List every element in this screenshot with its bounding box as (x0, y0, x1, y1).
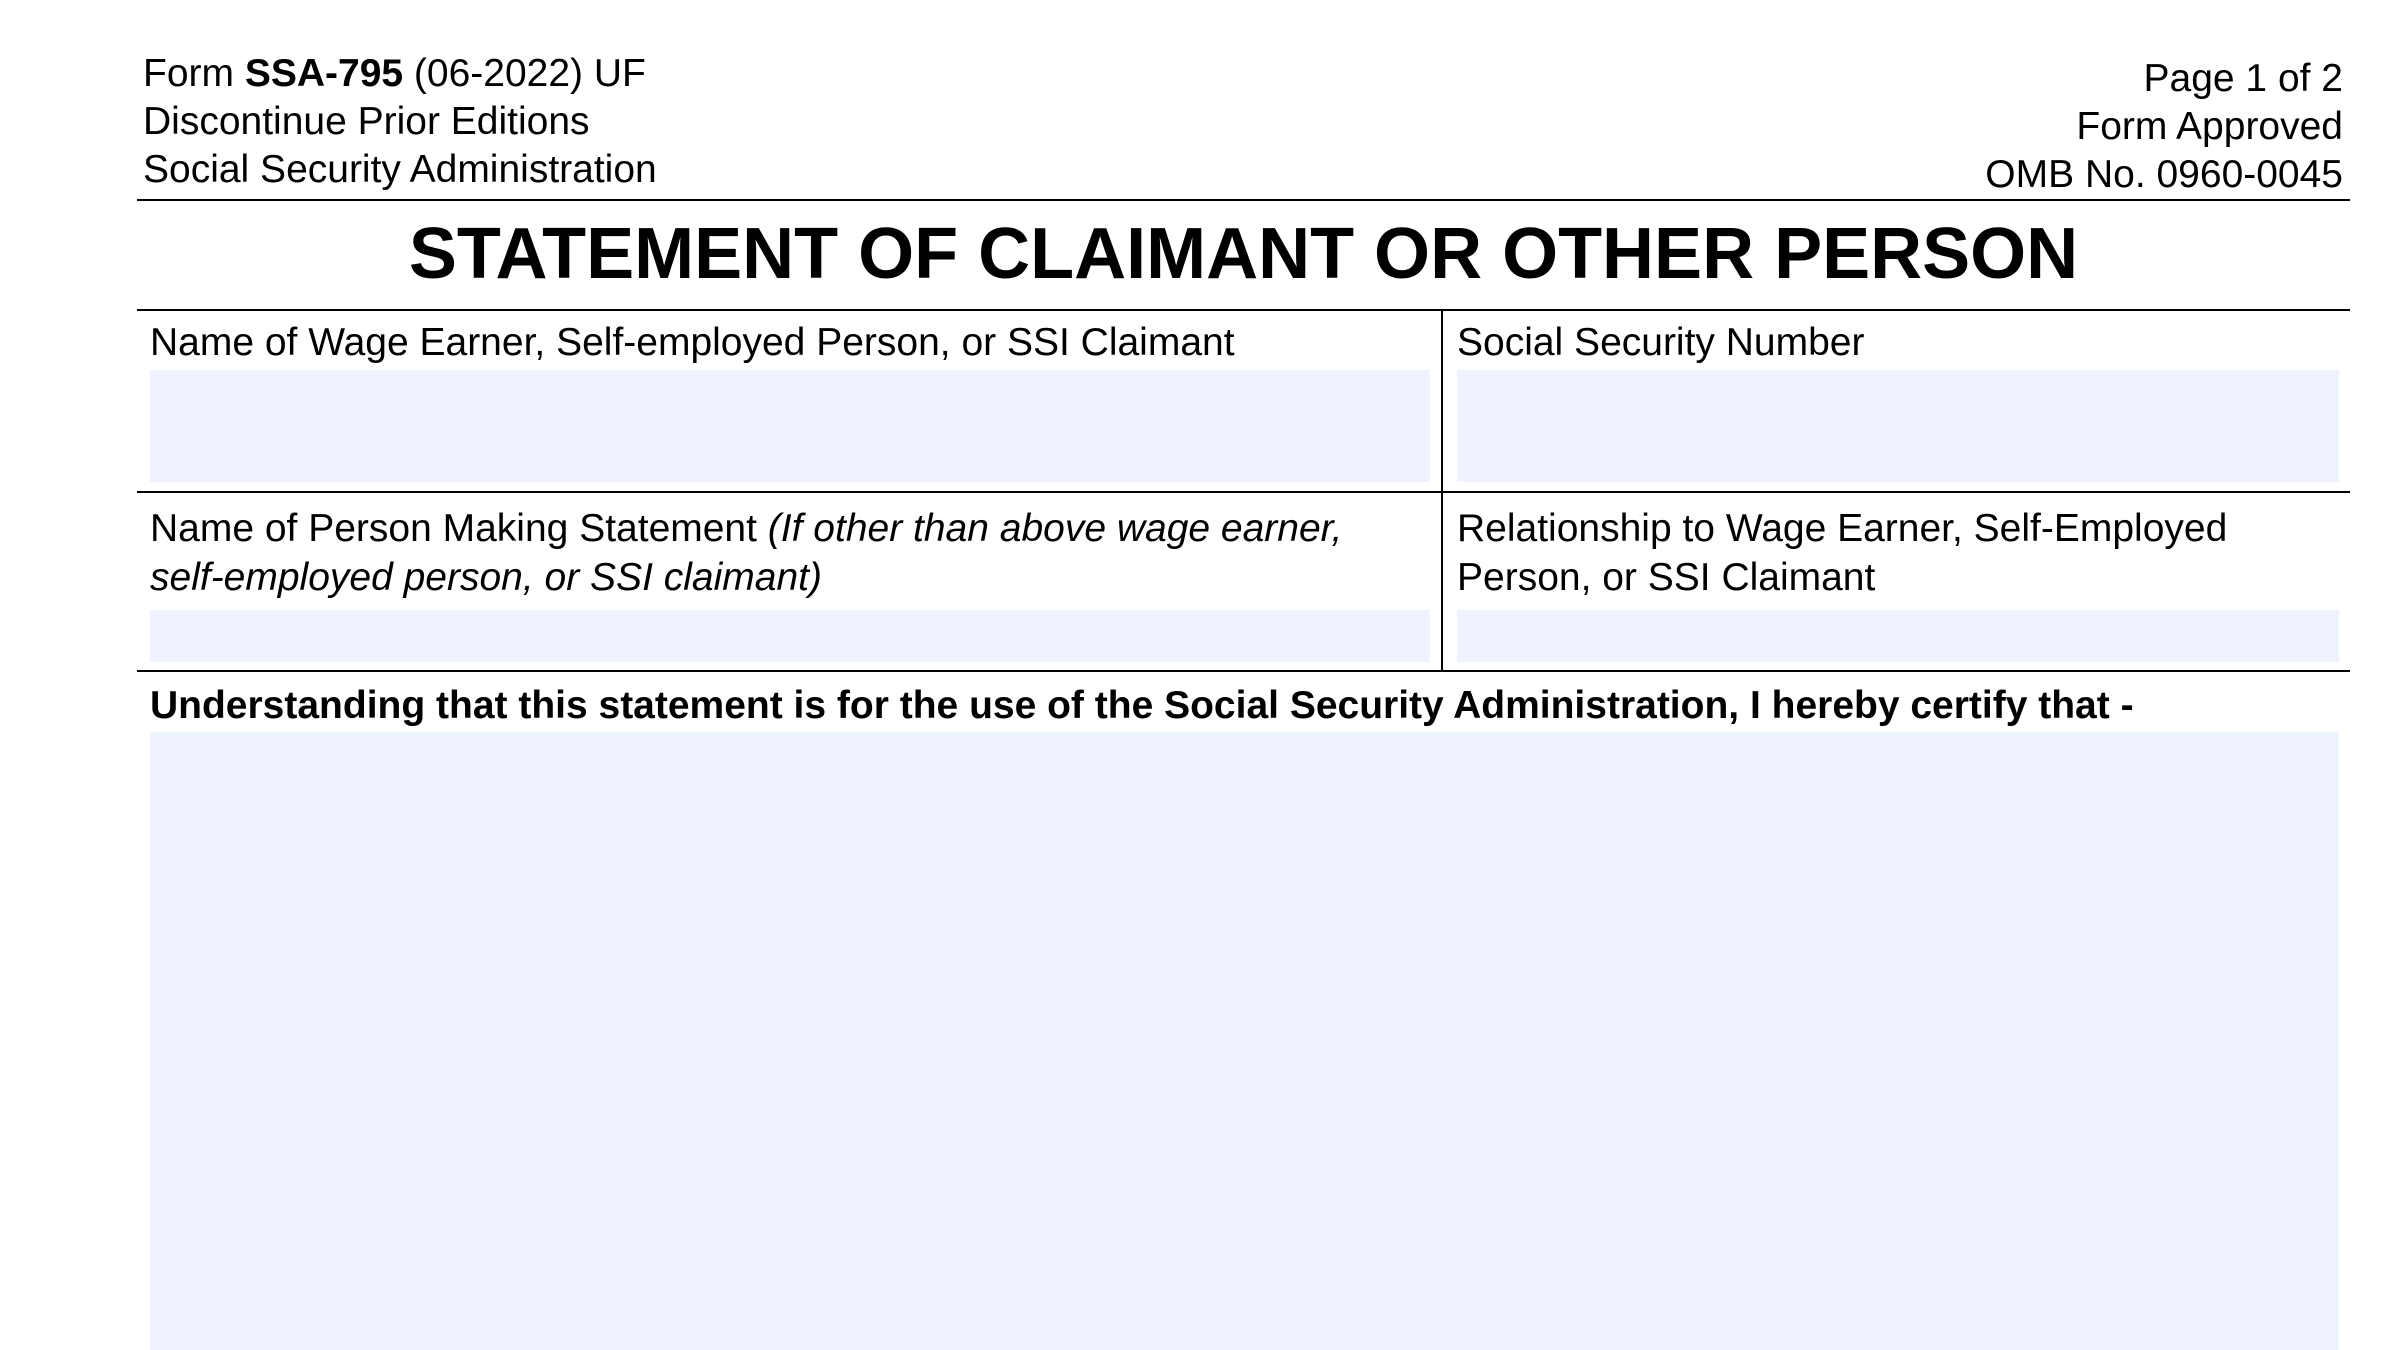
relationship-label-line2: Person, or SSI Claimant (1457, 556, 1876, 599)
agency-name: Social Security Administration (143, 148, 657, 191)
column-divider (1441, 309, 1443, 672)
header-rule (137, 199, 2350, 201)
ssn-label: Social Security Number (1457, 321, 1865, 364)
form-header-left (143, 50, 657, 194)
form-number: SSA-795 (244, 52, 404, 95)
person-making-statement-note-2: self-employed person, or SSI claimant) (150, 556, 822, 599)
certification-text: Understanding that this statement is for the use of the Social Security Administration, I hereby certify that - (150, 684, 2134, 727)
form-approved: Form Approved (2076, 105, 2343, 148)
title-rule (137, 309, 2350, 311)
person-making-statement-note-1: (If other than above wage earner, (767, 507, 1343, 550)
person-making-statement-label-text: Name of Person Making Statement (150, 507, 768, 550)
person-making-statement-label-line1 (150, 504, 1342, 553)
statement-textarea[interactable] (150, 732, 2339, 1350)
row2-rule (137, 670, 2350, 672)
person-making-statement-input[interactable] (150, 610, 1430, 662)
relationship-input[interactable] (1457, 610, 2339, 662)
row1-rule (137, 491, 2350, 493)
omb-number: OMB No. 0960-0045 (1985, 153, 2343, 196)
form-prefix: Form (143, 52, 245, 95)
person-making-statement-label (150, 504, 1342, 602)
relationship-label (1457, 504, 2227, 602)
page-number: Page 1 of 2 (2143, 57, 2343, 100)
wage-earner-name-input[interactable] (150, 370, 1430, 482)
person-making-statement-label-line2 (150, 553, 1342, 602)
form-header-right (1985, 55, 2343, 199)
form-id-line (143, 50, 657, 98)
form-edition: (06-2022) UF (403, 52, 646, 95)
wage-earner-name-label: Name of Wage Earner, Self-employed Person, or SSI Claimant (150, 321, 1235, 364)
discontinue-note: Discontinue Prior Editions (143, 100, 590, 143)
relationship-label-line1: Relationship to Wage Earner, Self-Employed (1457, 507, 2228, 550)
ssn-input[interactable] (1457, 370, 2339, 482)
form-title: STATEMENT OF CLAIMANT OR OTHER PERSON (408, 214, 2079, 294)
